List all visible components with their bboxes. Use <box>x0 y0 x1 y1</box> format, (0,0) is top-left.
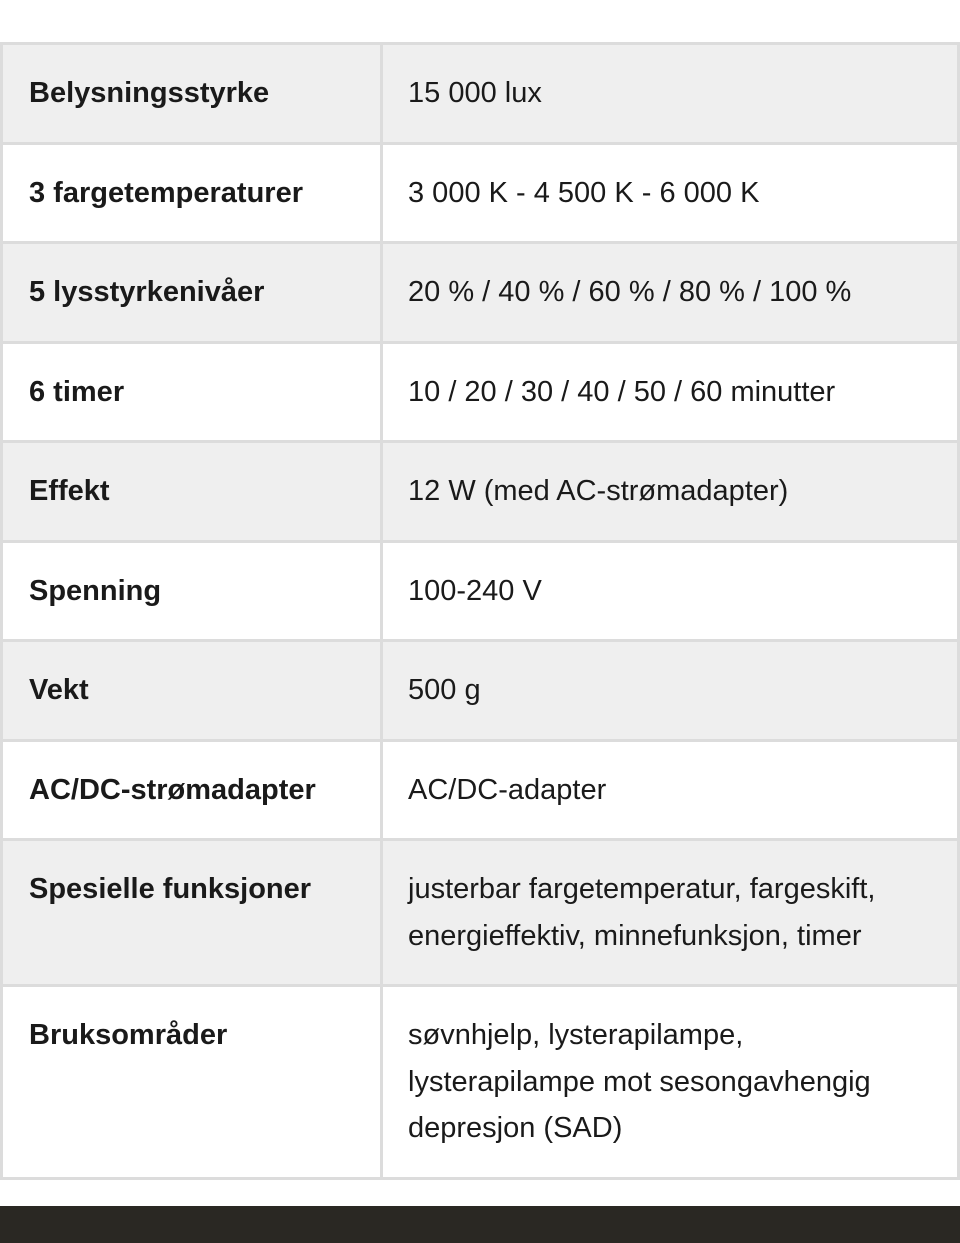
spec-value: 10 / 20 / 30 / 40 / 50 / 60 minutter <box>382 342 959 442</box>
spec-value: 3 000 K - 4 500 K - 6 000 K <box>382 143 959 243</box>
table-row <box>2 541 959 641</box>
table-row <box>2 143 959 243</box>
table-row <box>2 840 959 986</box>
spec-value: 100-240 V <box>382 541 959 641</box>
table-row <box>2 442 959 542</box>
spec-label: 5 lysstyrkenivåer <box>2 243 382 343</box>
spec-label: Effekt <box>2 442 382 542</box>
spec-label: Spenning <box>2 541 382 641</box>
spec-label: 6 timer <box>2 342 382 442</box>
footer-bar <box>0 1206 960 1243</box>
spec-value: 20 % / 40 % / 60 % / 80 % / 100 % <box>382 243 959 343</box>
table-row <box>2 44 959 144</box>
spec-value: søvnhjelp, lysterapilampe, lysterapilampe mot sesongavhengig depresjon (SAD) <box>382 986 959 1179</box>
spec-label: Vekt <box>2 641 382 741</box>
table-row <box>2 986 959 1179</box>
table-row <box>2 740 959 840</box>
spec-value: 12 W (med AC-strømadapter) <box>382 442 959 542</box>
spec-value: 500 g <box>382 641 959 741</box>
table-row <box>2 342 959 442</box>
spec-label: Belysningsstyrke <box>2 44 382 144</box>
spec-table <box>0 42 960 1180</box>
table-row <box>2 641 959 741</box>
spec-label: 3 fargetemperaturer <box>2 143 382 243</box>
spec-label: Bruksområder <box>2 986 382 1179</box>
spec-label: Spesielle funksjoner <box>2 840 382 986</box>
spec-value: justerbar fargetemperatur, fargeskift, energieffektiv, minnefunksjon, timer <box>382 840 959 986</box>
spec-value: AC/DC-adapter <box>382 740 959 840</box>
spec-label: AC/DC-strømadapter <box>2 740 382 840</box>
table-row <box>2 243 959 343</box>
spec-value: 15 000 lux <box>382 44 959 144</box>
